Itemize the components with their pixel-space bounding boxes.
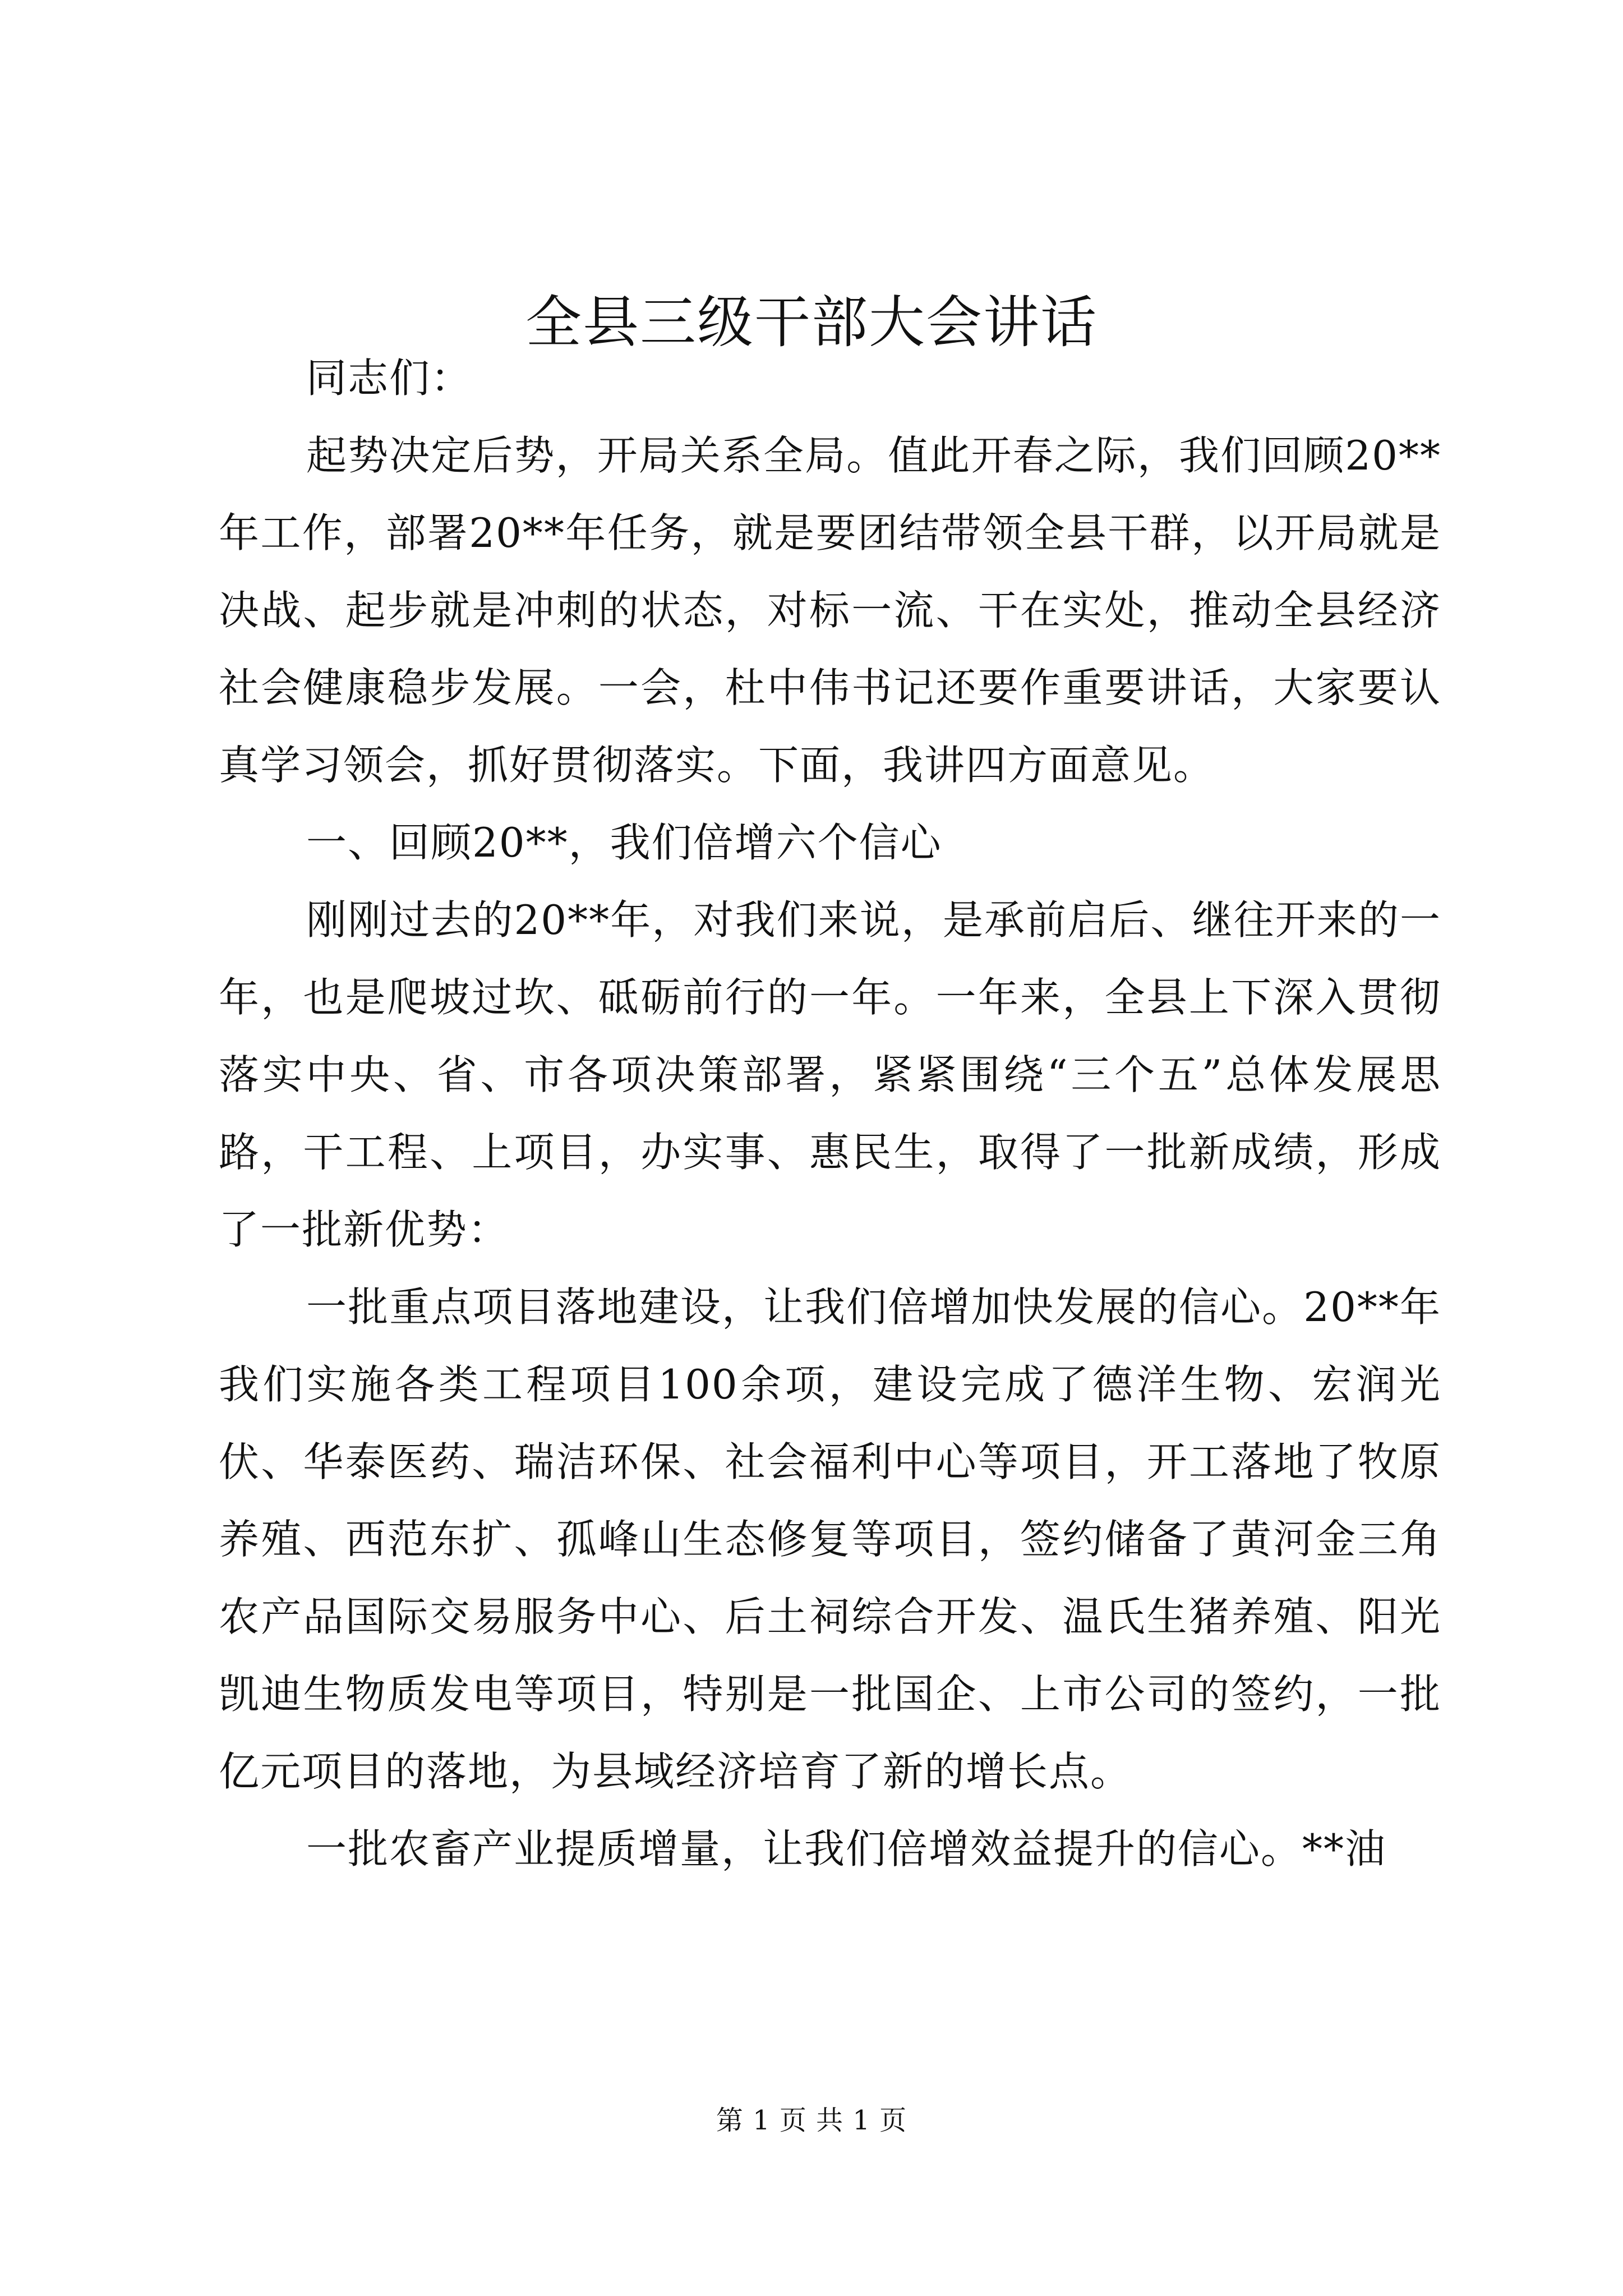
- intro-paragraph: 起势决定后势，开局关系全局。值此开春之际，我们回顾20**年工作，部署20**年任务，就是要团结带领全县干群，以开局就是决战、起步就是冲刺的状态，对标一流、干在实处，推动全县经济社会健康稳步发展。一会，杜中伟书记还要作重要讲话，大家要认真学习领会，抓好贯彻落实。下面，我讲四方面意见。: [219, 432, 1441, 789]
- document-body: [219, 339, 1441, 1888]
- review-paragraph: 刚刚过去的20**年，对我们来说，是承前启后、继往开来的一年，也是爬坡过坎、砥砺前行的一年。一年来，全县上下深入贯彻落实中央、省、市各项决策部署，紧紧围绕“三个五”总体发展思路，干工程、上项目，办实事、惠民生，取得了一批新成绩，形成了一批新优势：: [219, 896, 1441, 1253]
- salutation-paragraph: 同志们：: [306, 355, 473, 402]
- section-heading: 一、回顾20**，我们倍增六个信心: [306, 819, 942, 866]
- document-title: 全县三级干部大会讲话: [525, 289, 1098, 355]
- page-footer: 第 1 页 共 1 页: [716, 2105, 907, 2136]
- agriculture-paragraph: 一批农畜产业提质增量，让我们倍增效益提升的信心。**油: [306, 1825, 1387, 1872]
- projects-paragraph: 一批重点项目落地建设，让我们倍增加快发展的信心。20**年我们实施各类工程项目100余项，建设完成了德洋生物、宏润光伏、华泰医药、瑞洁环保、社会福利中心等项目，开工落地了牧原养殖、西范东扩、孤峰山生态修复等项目，签约储备了黄河金三角农产品国际交易服务中心、后土祠综合开发、温氏生猪养殖、阳光凯迪生物质发电等项目，特别是一批国企、上市公司的签约，一批亿元项目的落地，为县域经济培育了新的增长点。: [219, 1283, 1441, 1795]
